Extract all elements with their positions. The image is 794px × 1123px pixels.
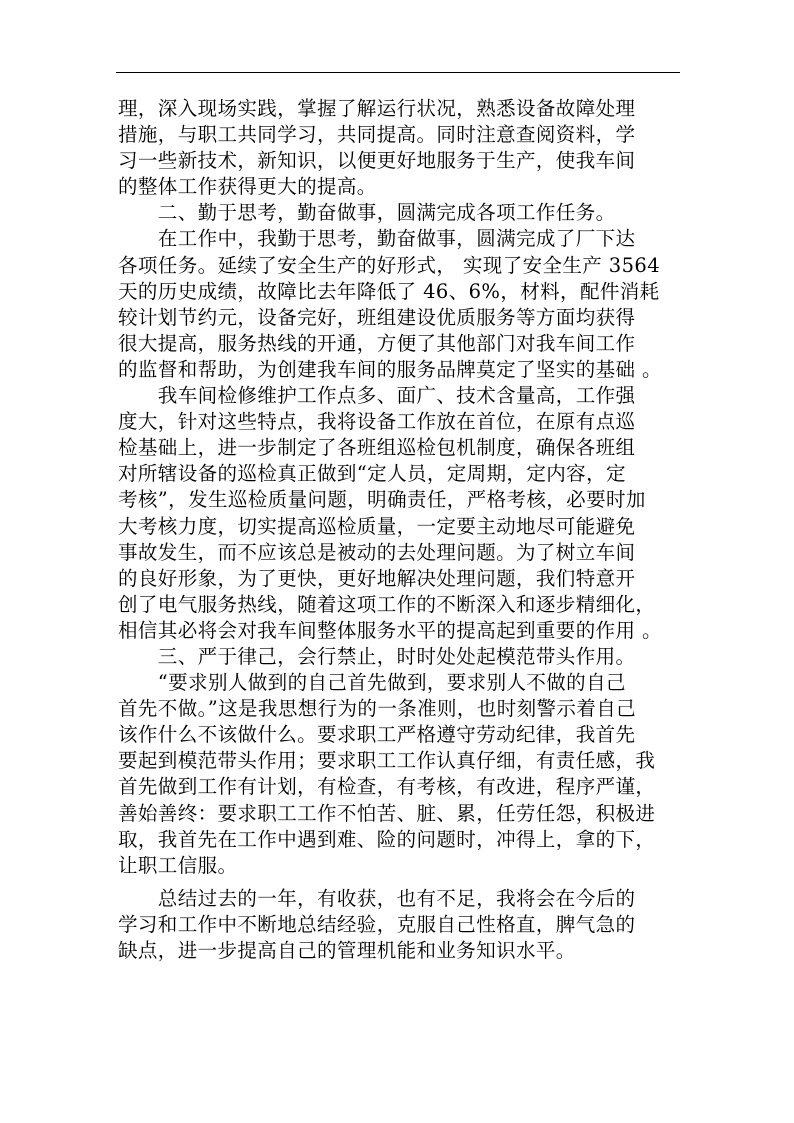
text-line: 在工作中，我勤于思考，勤奋做事，圆满完成了厂下达 [118, 227, 636, 251]
text-line: 天的历史成绩，故障比去年降低了 46、6%，材料，配件消耗 [118, 279, 660, 303]
text-line: 考核”，发生巡检质量问题，明确责任，严格考核，必要时加 [118, 488, 646, 512]
text-line: 的整体工作获得更大的提高。 [118, 175, 377, 199]
text-line: 取，我首先在工作中遇到难、险的问题时，冲得上，拿的下， [118, 827, 656, 851]
text-line: “要求别人做到的自己首先做到，要求别人不做的自己 [118, 671, 626, 695]
text-line: 较计划节约元，设备完好，班组建设优质服务等方面均获得 [118, 305, 636, 329]
text-line: 的监督和帮助，为创建我车间的服务品牌莫定了坚实的基础 。 [118, 357, 662, 381]
text-line: 相信其必将会对我车间整体服务水平的提高起到重要的作用 。 [118, 618, 662, 642]
body-text [118, 96, 678, 964]
text-line: 首先做到工作有计划，有检查，有考核，有改进，程序严谨， [118, 775, 656, 799]
text-line: 我车间检修维护工作点多、面广、技术含量高，工作强 [118, 384, 636, 408]
section-heading: 三、严于律己，会行禁止，时时处处起模范带头作用。 [118, 644, 636, 668]
section-heading: 二、勤于思考，勤奋做事，圆满完成各项工作任务。 [118, 201, 616, 225]
text-line: 学习和工作中不断地总结经验，克服自己性格直，脾气急的 [118, 912, 636, 936]
text-line: 要起到模范带头作用；要求职工工作认真仔细，有责任感，我 [118, 749, 656, 773]
text-line: 的良好形象，为了更快，更好地解决处理问题，我们特意开 [118, 566, 636, 590]
text-line: 总结过去的一年，有收获，也有不足，我将会在今后的 [118, 886, 636, 910]
text-line: 事故发生，而不应该总是被动的去处理问题。为了树立车间 [118, 540, 636, 564]
text-line: 缺点，进一步提高自己的管理机能和业务知识水平。 [118, 939, 576, 962]
text-line: 创了电气服务热线，随着这项工作的不断深入和逐步精细化， [118, 592, 656, 616]
paragraph-gap [118, 879, 678, 886]
header-rule [116, 72, 680, 73]
text-line: 理，深入现场实践，掌握了解运行状况，熟悉设备故障处理 [118, 97, 636, 120]
text-line: 很大提高，服务热线的开通，方便了其他部门对我车间工作 [118, 331, 636, 355]
text-line: 各项任务。延续了安全生产的好形式， 实现了安全生产 3564 [118, 253, 661, 277]
text-line: 习一些新技术，新知识，以便更好地服务于生产，使我车间 [118, 149, 636, 173]
text-line: 对所辖设备的巡检真正做到“定人员，定周期，定内容，定 [118, 462, 626, 486]
text-line: 检基础上，进一步制定了各班组巡检包机制度，确保各班组 [118, 436, 636, 460]
text-line: 大考核力度，切实提高巡检质量，一定要主动地尽可能避免 [118, 514, 636, 538]
text-line: 首先不做。”这是我思想行为的一条准则，也时刻警示着自己 [118, 697, 637, 721]
text-line: 该作什么不该做什么。要求职工严格遵守劳动纪律，我首先 [118, 723, 636, 747]
text-line: 让职工信服。 [118, 853, 238, 877]
text-line: 度大，针对这些特点，我将设备工作放在首位，在原有点巡 [118, 410, 636, 434]
text-line: 措施，与职工共同学习，共同提高。同时注意查阅资料，学 [118, 123, 636, 147]
text-line: 善始善终：要求职工工作不怕苦、脏、累，任劳任怨，积极进 [118, 801, 656, 825]
